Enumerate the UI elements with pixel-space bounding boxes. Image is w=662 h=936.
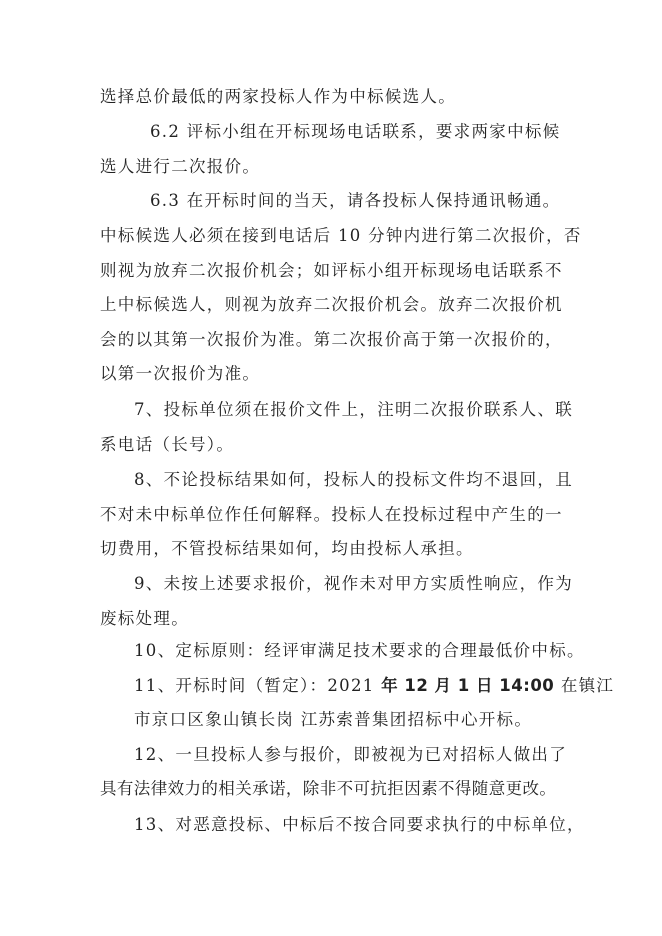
item11-prefix: 11、开标时间（暂定）：2021 — [134, 676, 382, 695]
text-line: 系电话（长号）。 — [100, 435, 235, 454]
text-line: 切费用，不管投标结果如何，均由投标人承担。 — [100, 539, 474, 558]
text-line: 12、一旦投标人参与报价，即被视为已对招标人做出了 — [134, 745, 567, 764]
text-line: 具有法律效力的相关承诺，除非不可抗拒因素不得随意更改。 — [100, 779, 557, 798]
text-line: 上中标候选人，则视为放弃二次报价机会。放弃二次报价机 — [100, 295, 563, 314]
text-line-item-11 — [134, 676, 614, 696]
bid-opening-datetime: 年 12 月 1 日 14:00 — [381, 676, 555, 695]
text-line: 中标候选人必须在接到电话后 10 分钟内进行第二次报价，否 — [100, 226, 582, 245]
text-line: 选择总价最低的两家投标人作为中标候选人。 — [100, 87, 456, 106]
text-line: 不对未中标单位作任何解释。投标人在投标过程中产生的一 — [100, 505, 563, 524]
text-line: 7、投标单位须在报价文件上，注明二次报价联系人、联 — [134, 400, 573, 419]
text-line: 选人进行二次报价。 — [100, 157, 261, 176]
text-line: 废标处理。 — [100, 609, 189, 628]
text-line: 6.3 在开标时间的当天，请各投标人保持通讯畅通。 — [150, 191, 561, 210]
text-line: 会的以其第一次报价为准。第二次报价高于第一次报价的， — [100, 330, 563, 349]
text-line: 9、未按上述要求报价，视作未对甲方实质性响应，作为 — [134, 574, 573, 593]
text-line: 13、对恶意投标、中标后不按合同要求执行的中标单位， — [134, 815, 585, 834]
text-line: 以第一次报价为准。 — [100, 364, 261, 383]
text-line: 8、不论投标结果如何，投标人的投标文件均不退回，且 — [134, 470, 573, 489]
text-line: 市京口区象山镇长岗 江苏索普集团招标中心开标。 — [134, 710, 533, 729]
text-line: 则视为放弃二次报价机会；如评标小组开标现场电话联系不 — [100, 261, 563, 280]
item11-suffix: 在镇江 — [554, 676, 615, 695]
text-line: 6.2 评标小组在开标现场电话联系，要求两家中标候 — [150, 122, 561, 141]
text-line: 10、定标原则：经评审满足技术要求的合理最低价中标。 — [134, 641, 585, 660]
